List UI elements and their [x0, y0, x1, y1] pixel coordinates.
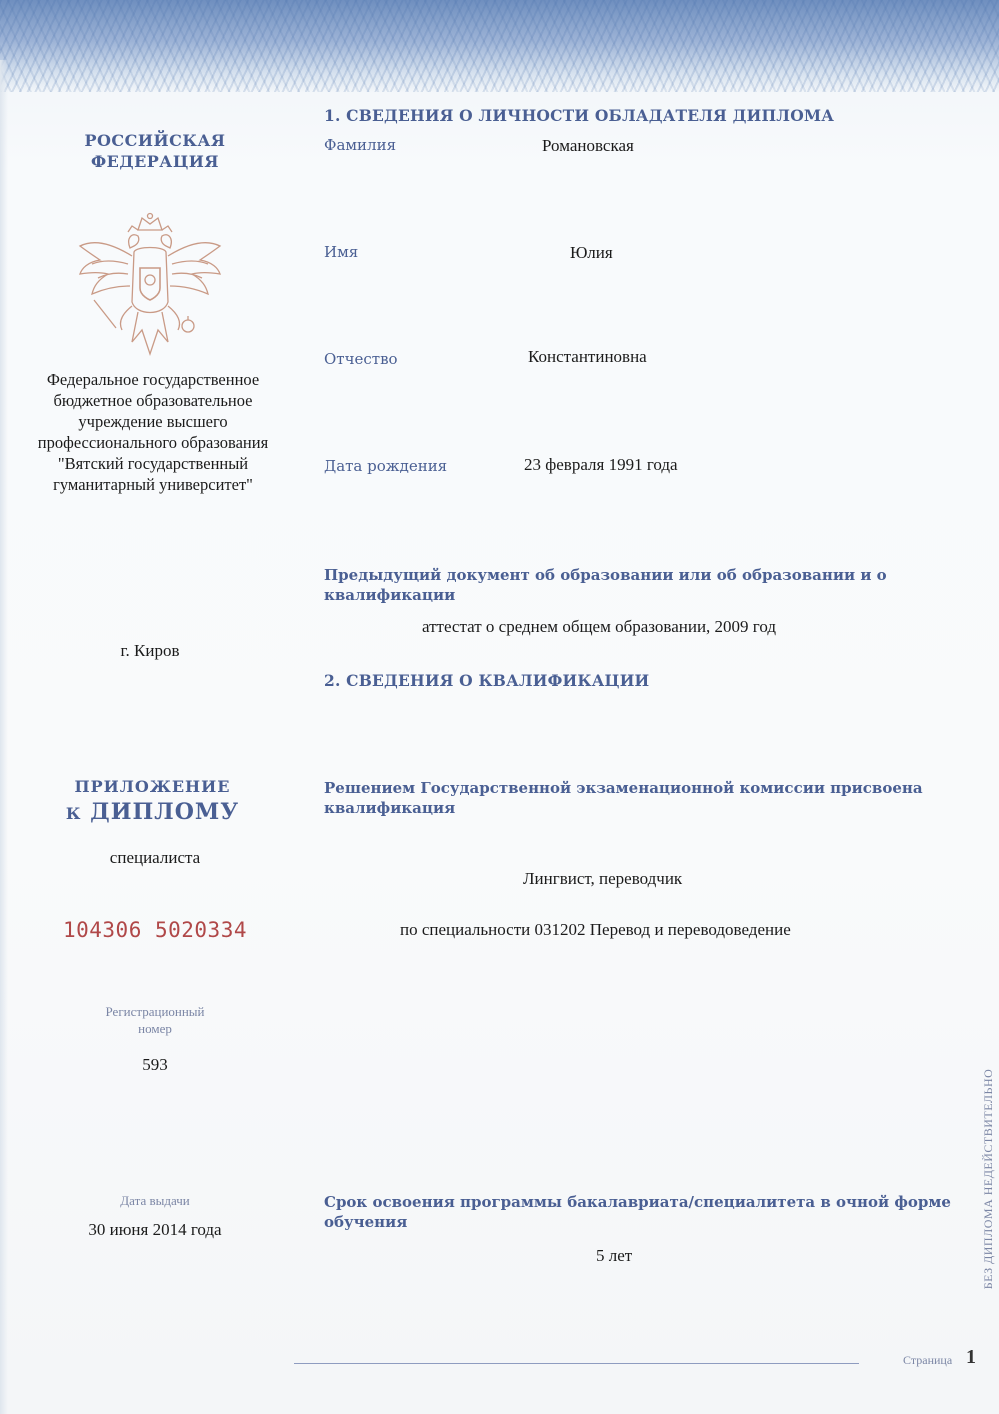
city: г. Киров	[120, 641, 180, 660]
section-1-title: 1. СВЕДЕНИЯ О ЛИЧНОСТИ ОБЛАДАТЕЛЯ ДИПЛОМА	[324, 106, 835, 125]
qualification-decision-label	[324, 778, 923, 818]
patronymic-value: Константиновна	[528, 347, 647, 366]
specialty-value: по специальности 031202 Перевод и переводоведение	[400, 920, 791, 939]
appendix-title-line-2: ДИПЛОМУ	[90, 799, 240, 825]
issue-date: 30 июня 2014 года	[88, 1220, 222, 1239]
issue-date-label: Дата выдачи	[120, 1193, 190, 1208]
section-2-title: 2. СВЕДЕНИЯ О КВАЛИФИКАЦИИ	[324, 671, 650, 690]
registration-number: 593	[142, 1055, 168, 1074]
page-edge-shadow	[0, 60, 8, 1414]
registration-label-line: номер	[138, 1021, 172, 1036]
double-headed-eagle-emblem-icon	[72, 212, 228, 372]
institution-line: бюджетное образовательное	[53, 391, 253, 410]
guilloche-top-band	[0, 0, 999, 92]
institution-line: "Вятский государственный	[57, 454, 249, 473]
country-line-1: РОССИЙСКАЯ	[84, 131, 226, 150]
page-label: Страница	[903, 1353, 953, 1367]
institution-line: гуманитарный университет"	[53, 475, 253, 494]
validity-watermark: БЕЗ ДИПЛОМА НЕДЕЙСТВИТЕЛЬНО	[981, 1068, 995, 1290]
surname-label: Фамилия	[324, 136, 397, 154]
patronymic-label: Отчество	[324, 350, 398, 368]
institution-name	[18, 369, 288, 495]
qualification-decision-line: Решением Государственной экзаменационной комиссии присвоена	[324, 779, 923, 797]
previous-document-label: Предыдущий документ об образовании или об образовании и о квалификации	[324, 566, 887, 604]
study-duration-label	[324, 1192, 951, 1232]
previous-document-value: аттестат о среднем общем образовании, 2009 год	[422, 617, 777, 636]
name-label: Имя	[324, 243, 359, 261]
country-name	[60, 130, 250, 172]
page-number: 1	[966, 1346, 976, 1368]
footer-divider	[294, 1363, 859, 1364]
registration-number-label	[80, 1003, 230, 1037]
diploma-serial-number: 104306 5020334	[62, 918, 247, 942]
appendix-title-line-1: ПРИЛОЖЕНИЕ	[74, 777, 231, 796]
name-value: Юлия	[570, 243, 613, 262]
qualification-decision-line: квалификация	[324, 799, 456, 817]
study-duration-line: Срок освоения программы бакалавриата/специалитета в очной форме	[324, 1193, 951, 1211]
registration-label-line: Регистрационный	[105, 1004, 205, 1019]
birth-date-value: 23 февраля 1991 года	[524, 455, 678, 474]
surname-value: Романовская	[542, 136, 634, 155]
study-duration-value: 5 лет	[596, 1246, 633, 1265]
institution-line: учреждение высшего	[78, 412, 228, 431]
qualification-value: Лингвист, переводчик	[523, 869, 683, 888]
institution-line: профессионального образования	[37, 433, 269, 452]
institution-line: Федеральное государственное	[46, 370, 260, 389]
appendix-title-k: К	[65, 804, 82, 823]
birth-date-label: Дата рождения	[324, 457, 448, 475]
study-duration-line: обучения	[324, 1213, 408, 1231]
degree-level: специалиста	[109, 848, 201, 867]
appendix-title	[55, 776, 250, 828]
country-line-2: ФЕДЕРАЦИЯ	[90, 152, 220, 171]
